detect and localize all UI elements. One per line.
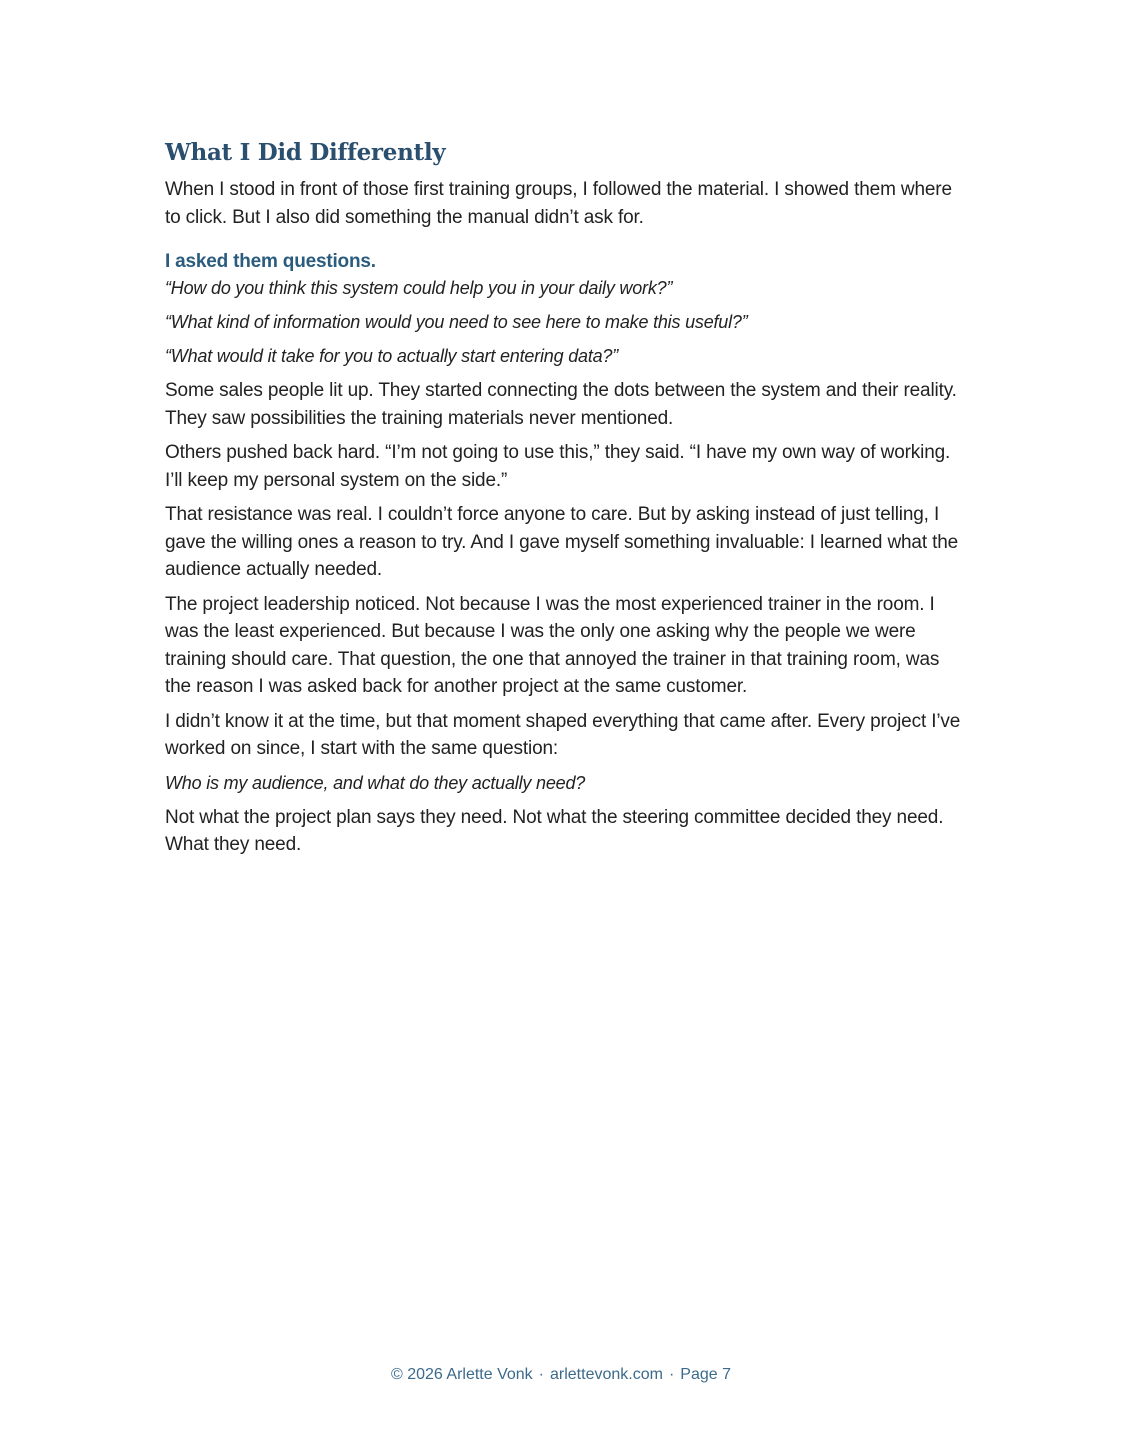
questions-subheading: I asked them questions. [165, 251, 376, 272]
footer-separator: · [668, 1366, 675, 1383]
footer-website-link[interactable]: arlettevonk.com [550, 1366, 663, 1383]
body-paragraph-2: Others pushed back hard. “I’m not going to use this,” they said. “I have my own way of working. I’ll keep my personal system on the side.” [165, 442, 951, 491]
body-paragraph-4: The project leadership noticed. Not because I was the most experienced trainer in the room. I was the least experienced. But because I was the only one asking why the people we were training should care. That question, the one that annoyed the trainer in that training room, was the reason I was asked back for another project at the same customer. [165, 593, 940, 697]
section-heading: What I Did Differently [165, 139, 446, 166]
footer-page-number: Page 7 [680, 1366, 731, 1383]
body-paragraph-3: That resistance was real. I couldn’t force anyone to care. But by asking instead of just telling, I gave the willing ones a reason to try. And I gave myself something invaluable: I learned what the audience actually needed. [165, 504, 959, 580]
question-quote-3: “What would it take for you to actually start entering data?” [165, 346, 619, 366]
footer-separator: · [538, 1366, 544, 1383]
question-quote-1: “How do you think this system could help you in your daily work?” [165, 278, 673, 298]
page-footer [0, 1364, 1122, 1386]
question-quote-2: “What kind of information would you need to see here to make this useful?” [165, 312, 748, 332]
body-paragraph-1: Some sales people lit up. They started connecting the dots between the system and their reality. They saw possibilities the training materials never mentioned. [165, 380, 957, 429]
body-paragraph-6: Not what the project plan says they need. Not what the steering committee decided they need. What they need. [165, 806, 944, 855]
key-question: Who is my audience, and what do they actually need? [165, 772, 586, 793]
intro-paragraph: When I stood in front of those first training groups, I followed the material. I showed them where to click. But I also did something the manual didn’t ask for. [165, 179, 952, 228]
footer-copyright: © 2026 Arlette Vonk [391, 1366, 533, 1383]
page-content [165, 138, 965, 866]
body-paragraph-5: I didn’t know it at the time, but that moment shaped everything that came after. Every project I’ve worked on since, I start with the same question: [165, 710, 961, 759]
